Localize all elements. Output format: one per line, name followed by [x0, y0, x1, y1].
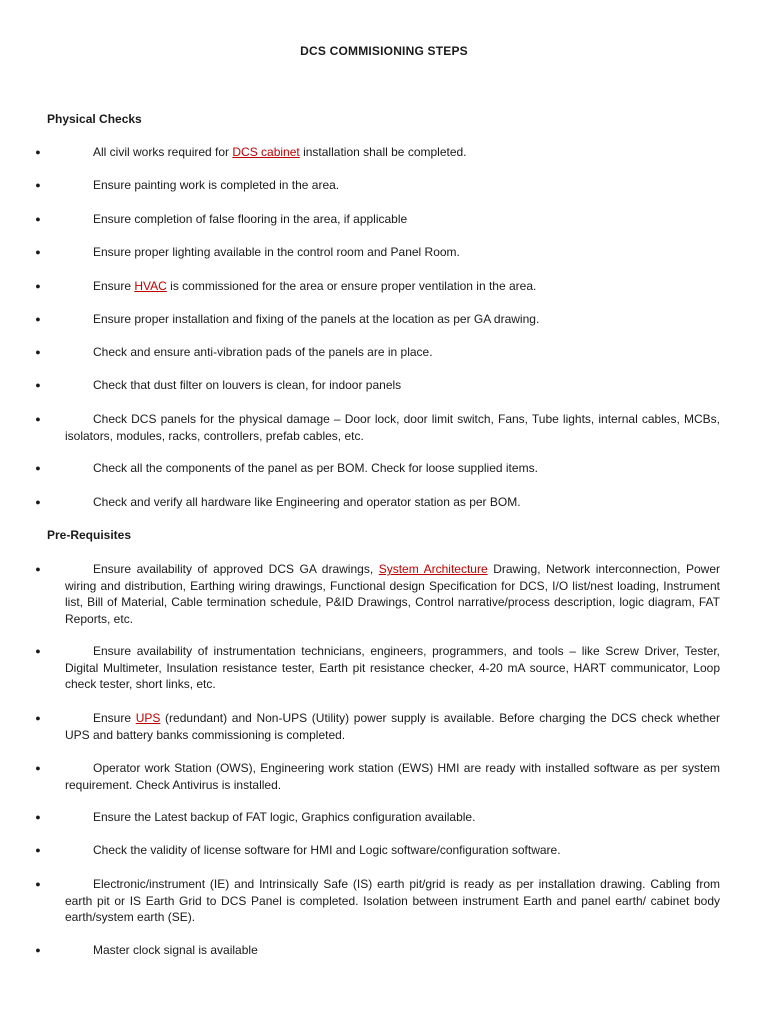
bullet-icon: ● — [35, 497, 41, 507]
bullet-icon: ● — [35, 713, 41, 723]
list-item: ● Check and verify all hardware like Engineering and operator station as per BOM. — [33, 494, 720, 511]
list-item: ● Ensure HVAC is commissioned for the area or ensure proper ventilation in the area. — [33, 278, 720, 295]
list-item: ● Ensure completion of false flooring in the area, if applicable — [33, 211, 720, 228]
section-heading-physical-checks: Physical Checks — [47, 112, 142, 126]
bullet-icon: ● — [35, 380, 41, 390]
list-item: ● Ensure UPS (redundant) and Non-UPS (Utility) power supply is available. Before charging the DCS check whether UPS and battery banks commissioning is completed. — [33, 710, 720, 743]
bullet-icon: ● — [35, 945, 41, 955]
list-item: ● Check the validity of license software for HMI and Logic software/configuration software. — [33, 842, 720, 859]
bullet-icon: ● — [35, 214, 41, 224]
bullet-icon: ● — [35, 414, 41, 424]
list-item: ● Ensure the Latest backup of FAT logic, Graphics configuration available. — [33, 809, 720, 826]
bullet-icon: ● — [35, 347, 41, 357]
list-item: ● Check all the components of the panel as per BOM. Check for loose supplied items. — [33, 460, 720, 477]
bullet-icon: ● — [35, 646, 41, 656]
bullet-icon: ● — [35, 564, 41, 574]
bullet-icon: ● — [35, 463, 41, 473]
system-architecture-link[interactable]: System Architecture — [378, 562, 488, 576]
document-title: DCS COMMISIONING STEPS — [300, 44, 468, 58]
bullet-icon: ● — [35, 147, 41, 157]
list-item: ● Check that dust filter on louvers is clean, for indoor panels — [33, 377, 720, 394]
section-heading-pre-requisites: Pre-Requisites — [47, 528, 132, 542]
hvac-link[interactable]: HVAC — [134, 279, 167, 293]
list-item: ● Ensure proper installation and fixing of the panels at the location as per GA drawing. — [33, 311, 720, 328]
list-item: ● Ensure proper lighting available in the control room and Panel Room. — [33, 244, 720, 261]
list-item: ● Master clock signal is available — [33, 942, 720, 959]
bullet-icon: ● — [35, 763, 41, 773]
dcs-cabinet-link[interactable]: DCS cabinet — [232, 145, 300, 159]
list-item: ● Ensure availability of instrumentation technicians, engineers, programmers, and tools – like Screw Driver, Tester, Digital Multimeter, Insulation resistance tester, Earth pit resistance checker, 4-20 mA source, HART communicator, Loop check tester, short links, etc. — [33, 643, 720, 693]
bullet-icon: ● — [35, 845, 41, 855]
list-item: ● Check and ensure anti-vibration pads of the panels are in place. — [33, 344, 720, 361]
list-item: ● Operator work Station (OWS), Engineering work station (EWS) HMI are ready with installed software as per system requirement. Check Antivirus is installed. — [33, 760, 720, 793]
bullet-icon: ● — [35, 281, 41, 291]
list-item: ● Ensure painting work is completed in the area. — [33, 177, 720, 194]
bullet-icon: ● — [35, 314, 41, 324]
ups-link[interactable]: UPS — [135, 711, 161, 725]
bullet-icon: ● — [35, 812, 41, 822]
list-item: ● Check DCS panels for the physical damage – Door lock, door limit switch, Fans, Tube lights, internal cables, MCBs, isolators, modules, racks, controllers, prefab cables, etc. — [33, 411, 720, 444]
bullet-icon: ● — [35, 180, 41, 190]
bullet-icon: ● — [35, 247, 41, 257]
bullet-icon: ● — [35, 879, 41, 889]
list-item: ● All civil works required for DCS cabinet installation shall be completed. — [33, 144, 720, 161]
list-item: ● Ensure availability of approved DCS GA drawings, System Architecture Drawing, Network interconnection, Power wiring and distribution, Earthing wiring drawings, Functional design Specification for DCS, I/O list/nest loading, Instrument list, Bill of Material, Cable termination schedule, P&ID Drawings, Control narrative/process description, logic diagram, FAT Reports, etc. — [33, 561, 720, 627]
list-item: ● Electronic/instrument (IE) and Intrinsically Safe (IS) earth pit/grid is ready as per installation drawing. Cabling from earth pit or IS Earth Grid to DCS Panel is completed. Isolation between instrument Earth and panel earth/ cabinet body earth/system earth (SE). — [33, 876, 720, 926]
